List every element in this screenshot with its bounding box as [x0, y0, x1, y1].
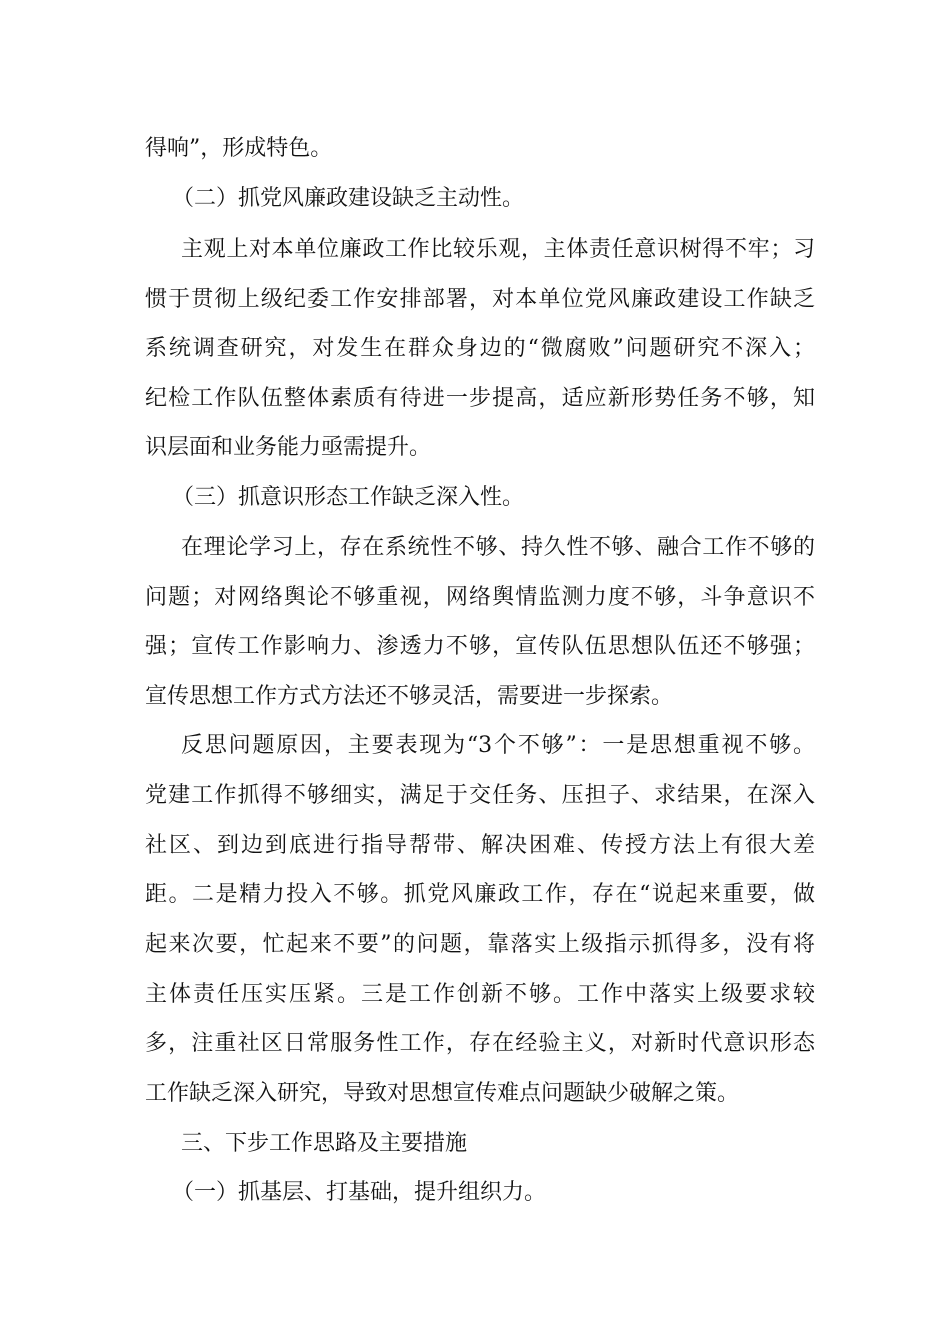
- paragraph-line: 社区、到边到底进行指导帮带、解决困难、传授方法上有很大差: [145, 833, 815, 858]
- paragraph-line: 反思问题原因，主要表现为“3个不够”：一是思想重视不够。: [181, 733, 815, 758]
- paragraph-line: 识层面和业务能力亟需提升。: [145, 435, 432, 460]
- paragraph-line: 惯于贯彻上级纪委工作安排部署，对本单位党风廉政建设工作缺乏: [145, 287, 815, 312]
- section-heading: 三、下步工作思路及主要措施: [181, 1131, 468, 1156]
- paragraph-line: 多，注重社区日常服务性工作，存在经验主义，对新时代意识形态: [145, 1031, 815, 1056]
- paragraph-line: 在理论学习上，存在系统性不够、持久性不够、融合工作不够的: [181, 535, 815, 560]
- paragraph-line: 强；宣传工作影响力、渗透力不够，宣传队伍思想队伍还不够强；: [145, 634, 815, 659]
- paragraph-line: 距。二是精力投入不够。抓党风廉政工作，存在“说起来重要，做: [145, 882, 815, 907]
- paragraph-line: 纪检工作队伍整体素质有待进一步提高，适应新形势任务不够，知: [145, 386, 815, 411]
- paragraph-line: 系统调查研究，对发生在群众身边的“微腐败”问题研究不深入；: [145, 336, 815, 361]
- paragraph-line: 党建工作抓得不够细实，满足于交任务、压担子、求结果，在深入: [145, 783, 815, 808]
- paragraph-line: 宣传思想工作方式方法还不够灵活，需要进一步探索。: [145, 684, 674, 709]
- paragraph-line: 起来次要，忙起来不要”的问题，靠落实上级指示抓得多，没有将: [145, 932, 815, 957]
- paragraph-line: 主观上对本单位廉政工作比较乐观，主体责任意识树得不牢；习: [181, 237, 815, 262]
- section-heading: （一）抓基层、打基础，提升组织力。: [172, 1180, 547, 1205]
- section-heading: （二）抓党风廉政建设缺乏主动性。: [172, 186, 525, 211]
- paragraph-line: 主体责任压实压紧。三是工作创新不够。工作中落实上级要求较: [145, 982, 815, 1007]
- paragraph-line: 工作缺乏深入研究，导致对思想宣传难点问题缺少破解之策。: [145, 1081, 740, 1106]
- paragraph-line: 问题；对网络舆论不够重视，网络舆情监测力度不够，斗争意识不: [145, 585, 815, 610]
- paragraph-line: 得响”，形成特色。: [145, 136, 333, 161]
- section-heading: （三）抓意识形态工作缺乏深入性。: [172, 485, 525, 510]
